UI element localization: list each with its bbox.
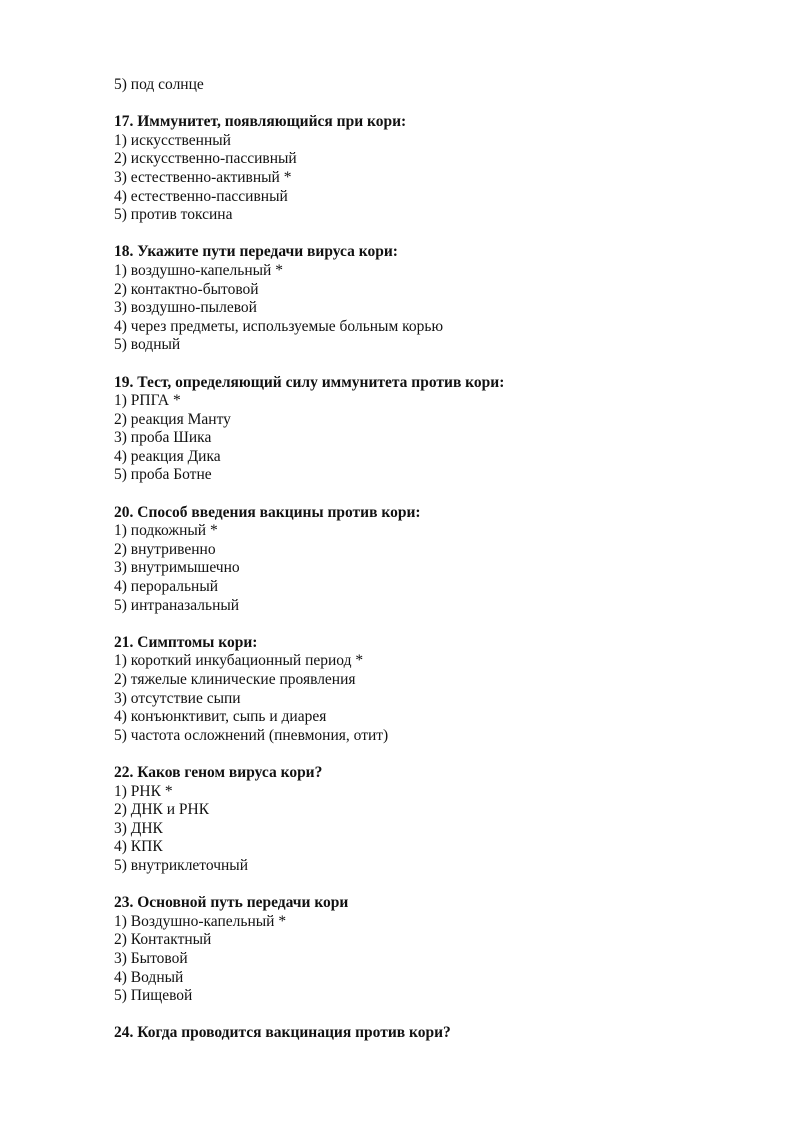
answer-option: 3) Бытовой [114, 949, 188, 967]
question-title: 21. Симптомы кори: [114, 633, 258, 651]
question-block [114, 634, 754, 746]
question-block [114, 764, 754, 876]
answer-option: 4) через предметы, используемые больным корью [114, 317, 444, 335]
answer-option: 3) воздушно-пылевой [114, 299, 257, 317]
question-block [114, 374, 754, 486]
answer-option: 3) проба Шика [114, 429, 212, 447]
answer-option: 2) тяжелые клинические проявления [114, 671, 356, 688]
answer-option: 1) Воздушно-капельный * [114, 912, 287, 930]
answer-option: 1) РНК * [114, 782, 173, 800]
answer-option: 5) проба Ботне [114, 466, 212, 484]
answer-option: 3) отсутствие сыпи [114, 689, 241, 707]
answer-option: 2) ДНК и РНК [114, 801, 210, 819]
answer-option: 2) Контактный [114, 931, 212, 949]
question-title: 20. Способ введения вакцины против кори: [114, 503, 421, 521]
answer-option: 3) естественно-активный * [114, 168, 292, 186]
answer-option: 2) реакция Манту [114, 410, 231, 428]
answer-option: 2) контактно-бытовой [114, 280, 259, 298]
answer-option: 5) Пищевой [114, 987, 193, 1005]
question-block [114, 504, 754, 616]
previous-answer-option: 5) под солнце [114, 76, 204, 93]
answer-option: 1) подкожный * [114, 522, 218, 540]
answer-option: 5) интраназальный [114, 596, 240, 614]
answer-option: 1) искусственный [114, 131, 231, 149]
answer-option: 5) частота осложнений (пневмония, отит) [114, 726, 389, 744]
question-title: 17. Иммунитет, появляющийся при кори: [114, 113, 407, 131]
answer-option: 4) КПК [114, 838, 163, 856]
answer-option: 5) водный [114, 336, 181, 354]
question-list [114, 113, 754, 1043]
answer-option: 1) короткий инкубационный период * [114, 652, 364, 670]
answer-option: 1) воздушно-капельный * [114, 261, 283, 279]
question-title: 24. Когда проводится вакцинация против кори? [114, 1024, 451, 1042]
question-block [114, 113, 754, 225]
answer-option: 3) внутримышечно [114, 559, 240, 577]
answer-option: 2) искусственно-пассивный [114, 150, 297, 168]
answer-option: 4) реакция Дика [114, 447, 221, 465]
question-title: 22. Каков геном вируса кори? [114, 763, 323, 781]
question-block [114, 894, 754, 1006]
question-block [114, 243, 754, 355]
answer-option: 5) против токсина [114, 206, 233, 224]
question-block [114, 1024, 754, 1043]
answer-option: 4) Водный [114, 968, 184, 986]
answer-option: 2) внутривенно [114, 540, 216, 558]
answer-option: 4) конъюнктивит, сыпь и диарея [114, 708, 327, 726]
answer-option: 4) естественно-пассивный [114, 187, 288, 205]
document-page [114, 76, 754, 1043]
answer-option: 5) внутриклеточный [114, 856, 249, 874]
question-title: 19. Тест, определяющий силу иммунитета против кори: [114, 373, 505, 391]
question-title: 18. Укажите пути передачи вируса кори: [114, 243, 398, 261]
answer-option: 1) РПГА * [114, 392, 181, 410]
answer-option: 3) ДНК [114, 819, 163, 837]
answer-option: 4) пероральный [114, 578, 219, 596]
question-title: 23. Основной путь передачи кори [114, 894, 349, 912]
